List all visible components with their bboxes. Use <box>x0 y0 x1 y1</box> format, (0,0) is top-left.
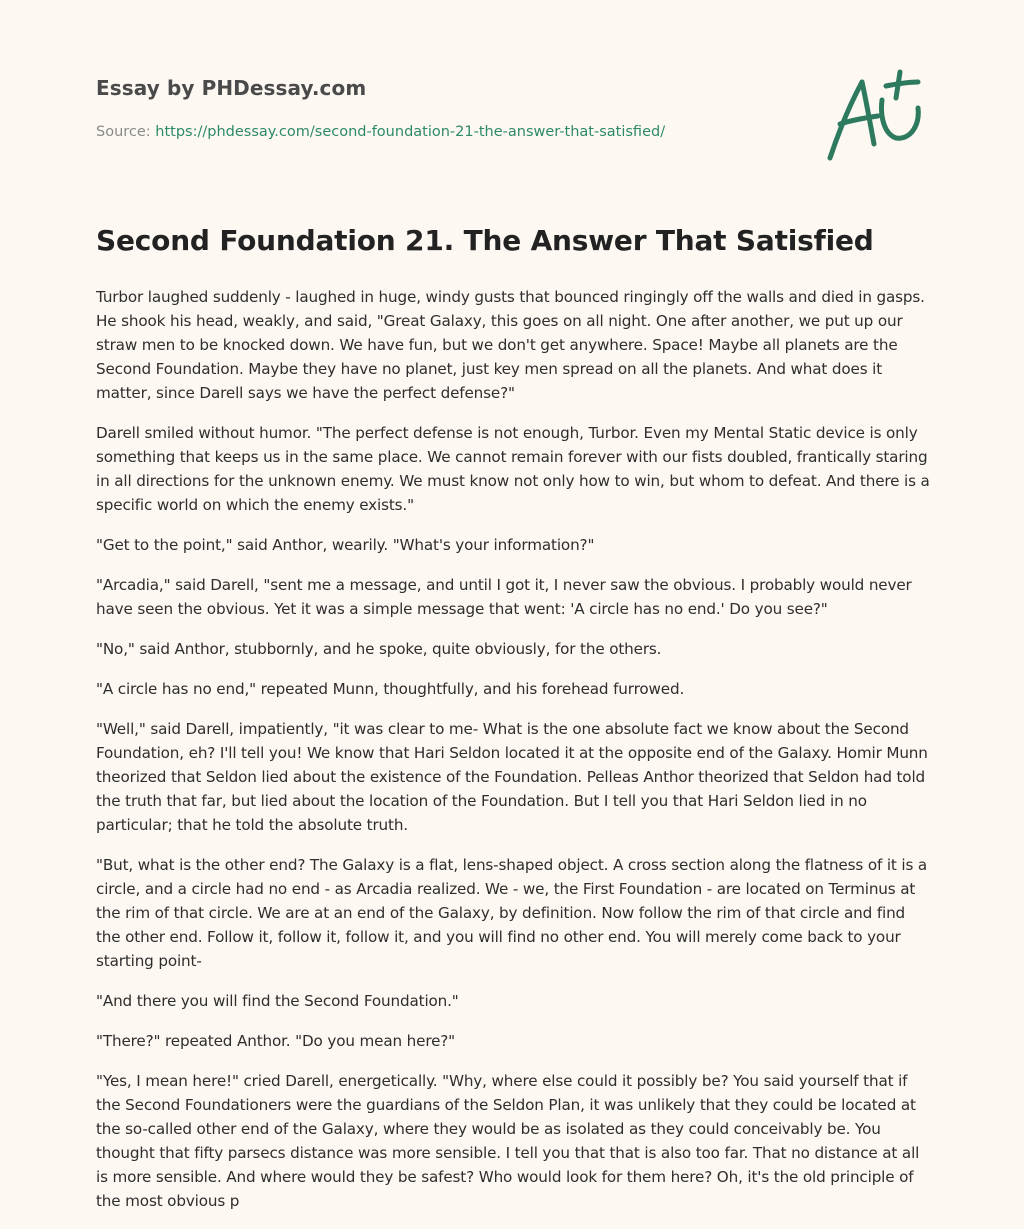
paragraph: "But, what is the other end? The Galaxy is a flat, lens-shaped object. A cross section along the flatness of it is a circle, and a circle had no end - as Arcadia realized. We - we, the First Foundation - are located on Terminus at the rim of that circle. We are at an end of the Galaxy, by definition. Now follow the rim of that circle and find the other end. Follow it, follow it, follow it, and you will find no other end. You will merely come back to your starting point- <box>96 856 928 970</box>
paragraph: "Well," said Darell, impatiently, "it was clear to me- What is the one absolute fact we know about the Second Foundation, eh? I'll tell you! We know that Hari Seldon located it at the opposite end of the Galaxy. Homir Munn theorized that Seldon lied about the existence of the Foundation. Pelleas Anthor theorized that Seldon had told the truth that far, but lied about the location of the Foundation. But I tell you that Hari Seldon lied in no particular; that he told the absolute truth. <box>96 720 928 834</box>
paragraph: "And there you will find the Second Foundation." <box>96 992 459 1010</box>
paragraph: "A circle has no end," repeated Munn, thoughtfully, and his forehead furrowed. <box>96 680 685 698</box>
article-title: Second Foundation 21. The Answer That Satisfied <box>96 224 874 257</box>
source-link[interactable]: https://phdessay.com/second-foundation-21-the-answer-that-satisfied/ <box>155 124 666 140</box>
article-body <box>96 285 932 1229</box>
paragraph: "Yes, I mean here!" cried Darell, energetically. "Why, where else could it possibly be? You said yourself that if the Second Foundationers were the guardians of the Seldon Plan, it was unlikely that they could be located at the so-called other end of the Galaxy, where they would be as isolated as they could conceivably be. You thought that fifty parsecs distance was more sensible. I tell you that that is also too far. That no distance at all is more sensible. And where would they be safest? Who would look for them here? Oh, it's the old principle of the most obvious p <box>96 1072 920 1210</box>
a-plus-logo-icon <box>822 66 928 166</box>
source-line <box>96 124 665 140</box>
paragraph: Turbor laughed suddenly - laughed in huge, windy gusts that bounced ringingly off the walls and died in gasps. He shook his head, weakly, and said, "Great Galaxy, this goes on all night. One after another, we put up our straw men to be knocked down. We have fun, but we don't get anywhere. Space! Maybe all planets are the Second Foundation. Maybe they have no planet, just key men spread on all the planets. And what does it matter, since Darell says we have the perfect defense?" <box>96 288 925 402</box>
paragraph: "Arcadia," said Darell, "sent me a message, and until I got it, I never saw the obvious. I probably would never have seen the obvious. Yet it was a simple message that went: 'A circle has no end.' Do you see?" <box>96 576 912 618</box>
paragraph: "There?" repeated Anthor. "Do you mean here?" <box>96 1032 456 1050</box>
source-label: Source: <box>96 124 156 140</box>
paragraph: "No," said Anthor, stubbornly, and he spoke, quite obviously, for the others. <box>96 640 662 658</box>
paragraph: "Get to the point," said Anthor, wearily. "What's your information?" <box>96 536 595 554</box>
site-brand: Essay by PHDessay.com <box>96 76 367 100</box>
paragraph: Darell smiled without humor. "The perfect defense is not enough, Turbor. Even my Mental Static device is only something that keeps us in the same place. We cannot remain forever with our fists doubled, frantically staring in all directions for the unknown enemy. We must know not only how to win, but whom to defeat. And there is a specific world on which the enemy exists." <box>96 424 930 514</box>
